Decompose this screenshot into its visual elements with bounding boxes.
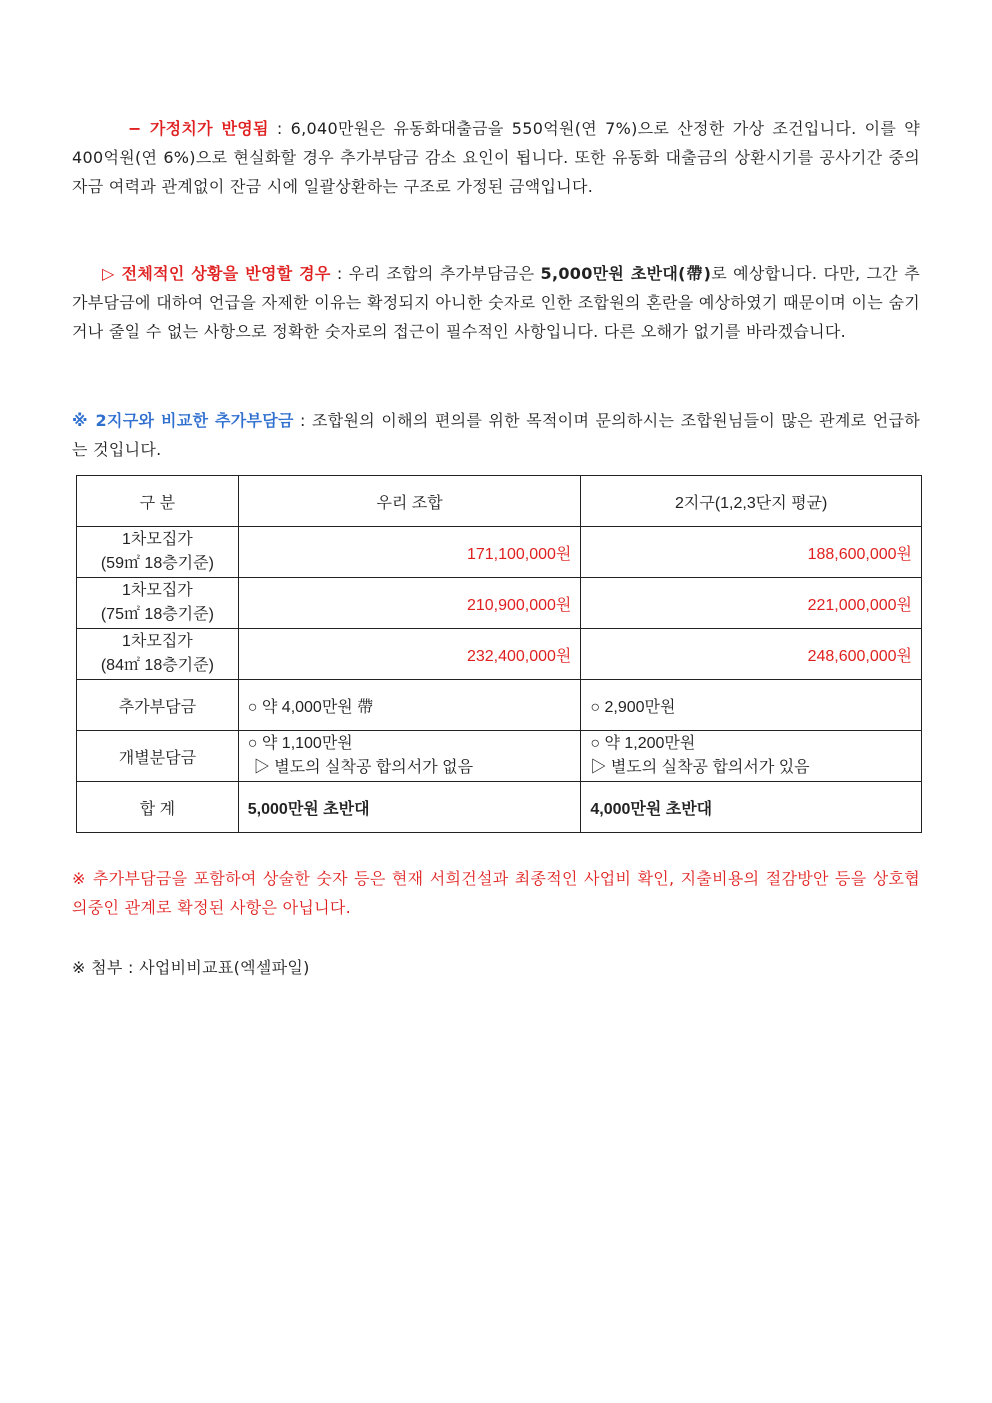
row-label-line1: 1차모집가 — [122, 582, 193, 599]
district2-value: 221,000,000원 — [581, 578, 922, 629]
assumption-text: : 6,040만원은 유동화대출금을 550억원(연 7%)으로 산정한 가상 조건입니다. 이를 약 400억원(연 6%)으로 현실화할 경우 추가부담금 감소 요인이 됩니다. 또한 유동화 대출금의 상환시기를 공사기간 중의 자금 여력과 관계없이 잔금 시에 일괄상환하는 구조로 가정된 금액입니다. — [72, 119, 920, 196]
comparison-heading: ※ 2지구와 비교한 추가부담금 — [72, 411, 294, 430]
district2-line1: ○ 약 1,200만원 — [590, 735, 696, 752]
paragraph-overall — [72, 259, 920, 346]
ours-line2: ▷ 별도의 실착공 합의서가 없음 — [253, 759, 474, 776]
district2-value: 188,600,000원 — [581, 527, 922, 578]
paragraph-assumption — [72, 114, 920, 201]
row-label-line2: (75㎡ 18층기준) — [100, 606, 214, 623]
overall-text-before: : 우리 조합의 추가부담금은 — [330, 264, 541, 283]
ours-value: 232,400,000원 — [238, 629, 581, 680]
row-label: 개별분담금 — [77, 731, 239, 782]
ours-line1: ○ 약 1,100만원 — [247, 735, 353, 752]
row-label: 합 계 — [77, 782, 239, 833]
overall-emphasis: 5,000만원 초반대(帶) — [540, 264, 712, 283]
row-label: 추가부담금 — [77, 680, 239, 731]
district2-total: 4,000만원 초반대 — [581, 782, 922, 833]
table-row-total — [77, 782, 922, 833]
comparison-table — [76, 475, 922, 833]
table-header-row — [77, 476, 922, 527]
table-row-individual — [77, 731, 922, 782]
overall-text-after: 로 예상합니다. 다만, 그간 추가부담금에 대하여 언급을 자제한 이유는 확정되지 아니한 숫자로 인한 조합원의 혼란을 예상하였기 때문이며 이는 숨기거나 줄일 수 없는 사항으로 정확한 숫자로의 접근이 필수적인 사항입니다. 다른 오해가 없기를 바라겠습니다. — [72, 264, 920, 341]
row-label-line1: 1차모집가 — [122, 531, 193, 548]
ours-total: 5,000만원 초반대 — [238, 782, 581, 833]
row-label — [77, 527, 239, 578]
disclaimer-note: ※ 추가부담금을 포함하여 상술한 숫자 등은 현재 서희건설과 최종적인 사업비 확인, 지출비용의 절감방안 등을 상호협의중인 관계로 확정된 사항은 아닙니다. — [72, 869, 920, 917]
ours-value: ○ 약 4,000만원 帶 — [238, 680, 581, 731]
triangle-marker: ▷ — [102, 264, 116, 283]
table-row-extra-burden — [77, 680, 922, 731]
dash-marker: − — [128, 119, 142, 138]
ours-value: 171,100,000원 — [238, 527, 581, 578]
attachment-note: ※ 첨부 : 사업비비교표(엑셀파일) — [72, 958, 310, 977]
row-label — [77, 629, 239, 680]
table-row — [77, 629, 922, 680]
ours-value: 210,900,000원 — [238, 578, 581, 629]
district2-value — [581, 731, 922, 782]
row-label — [77, 578, 239, 629]
header-ours: 우리 조합 — [238, 476, 581, 527]
ours-value — [238, 731, 581, 782]
district2-value: ○ 2,900만원 — [581, 680, 922, 731]
header-category: 구 분 — [77, 476, 239, 527]
table-row — [77, 527, 922, 578]
paragraph-comparison — [72, 406, 920, 464]
district2-value: 248,600,000원 — [581, 629, 922, 680]
row-label-line1: 1차모집가 — [122, 633, 193, 650]
row-label-line2: (84㎡ 18층기준) — [100, 657, 214, 674]
header-district2: 2지구(1,2,3단지 평균) — [581, 476, 922, 527]
row-label-line2: (59㎡ 18층기준) — [100, 555, 214, 572]
table-row — [77, 578, 922, 629]
assumption-heading: 가정치가 반영됨 — [149, 119, 269, 138]
comparison-text: : 조합원의 이해의 편의를 위한 목적이며 문의하시는 조합원님들이 많은 관계로 언급하는 것입니다. — [72, 411, 920, 459]
overall-heading: 전체적인 상황을 반영할 경우 — [121, 264, 331, 283]
district2-line2: ▷ 별도의 실착공 합의서가 있음 — [590, 759, 810, 776]
